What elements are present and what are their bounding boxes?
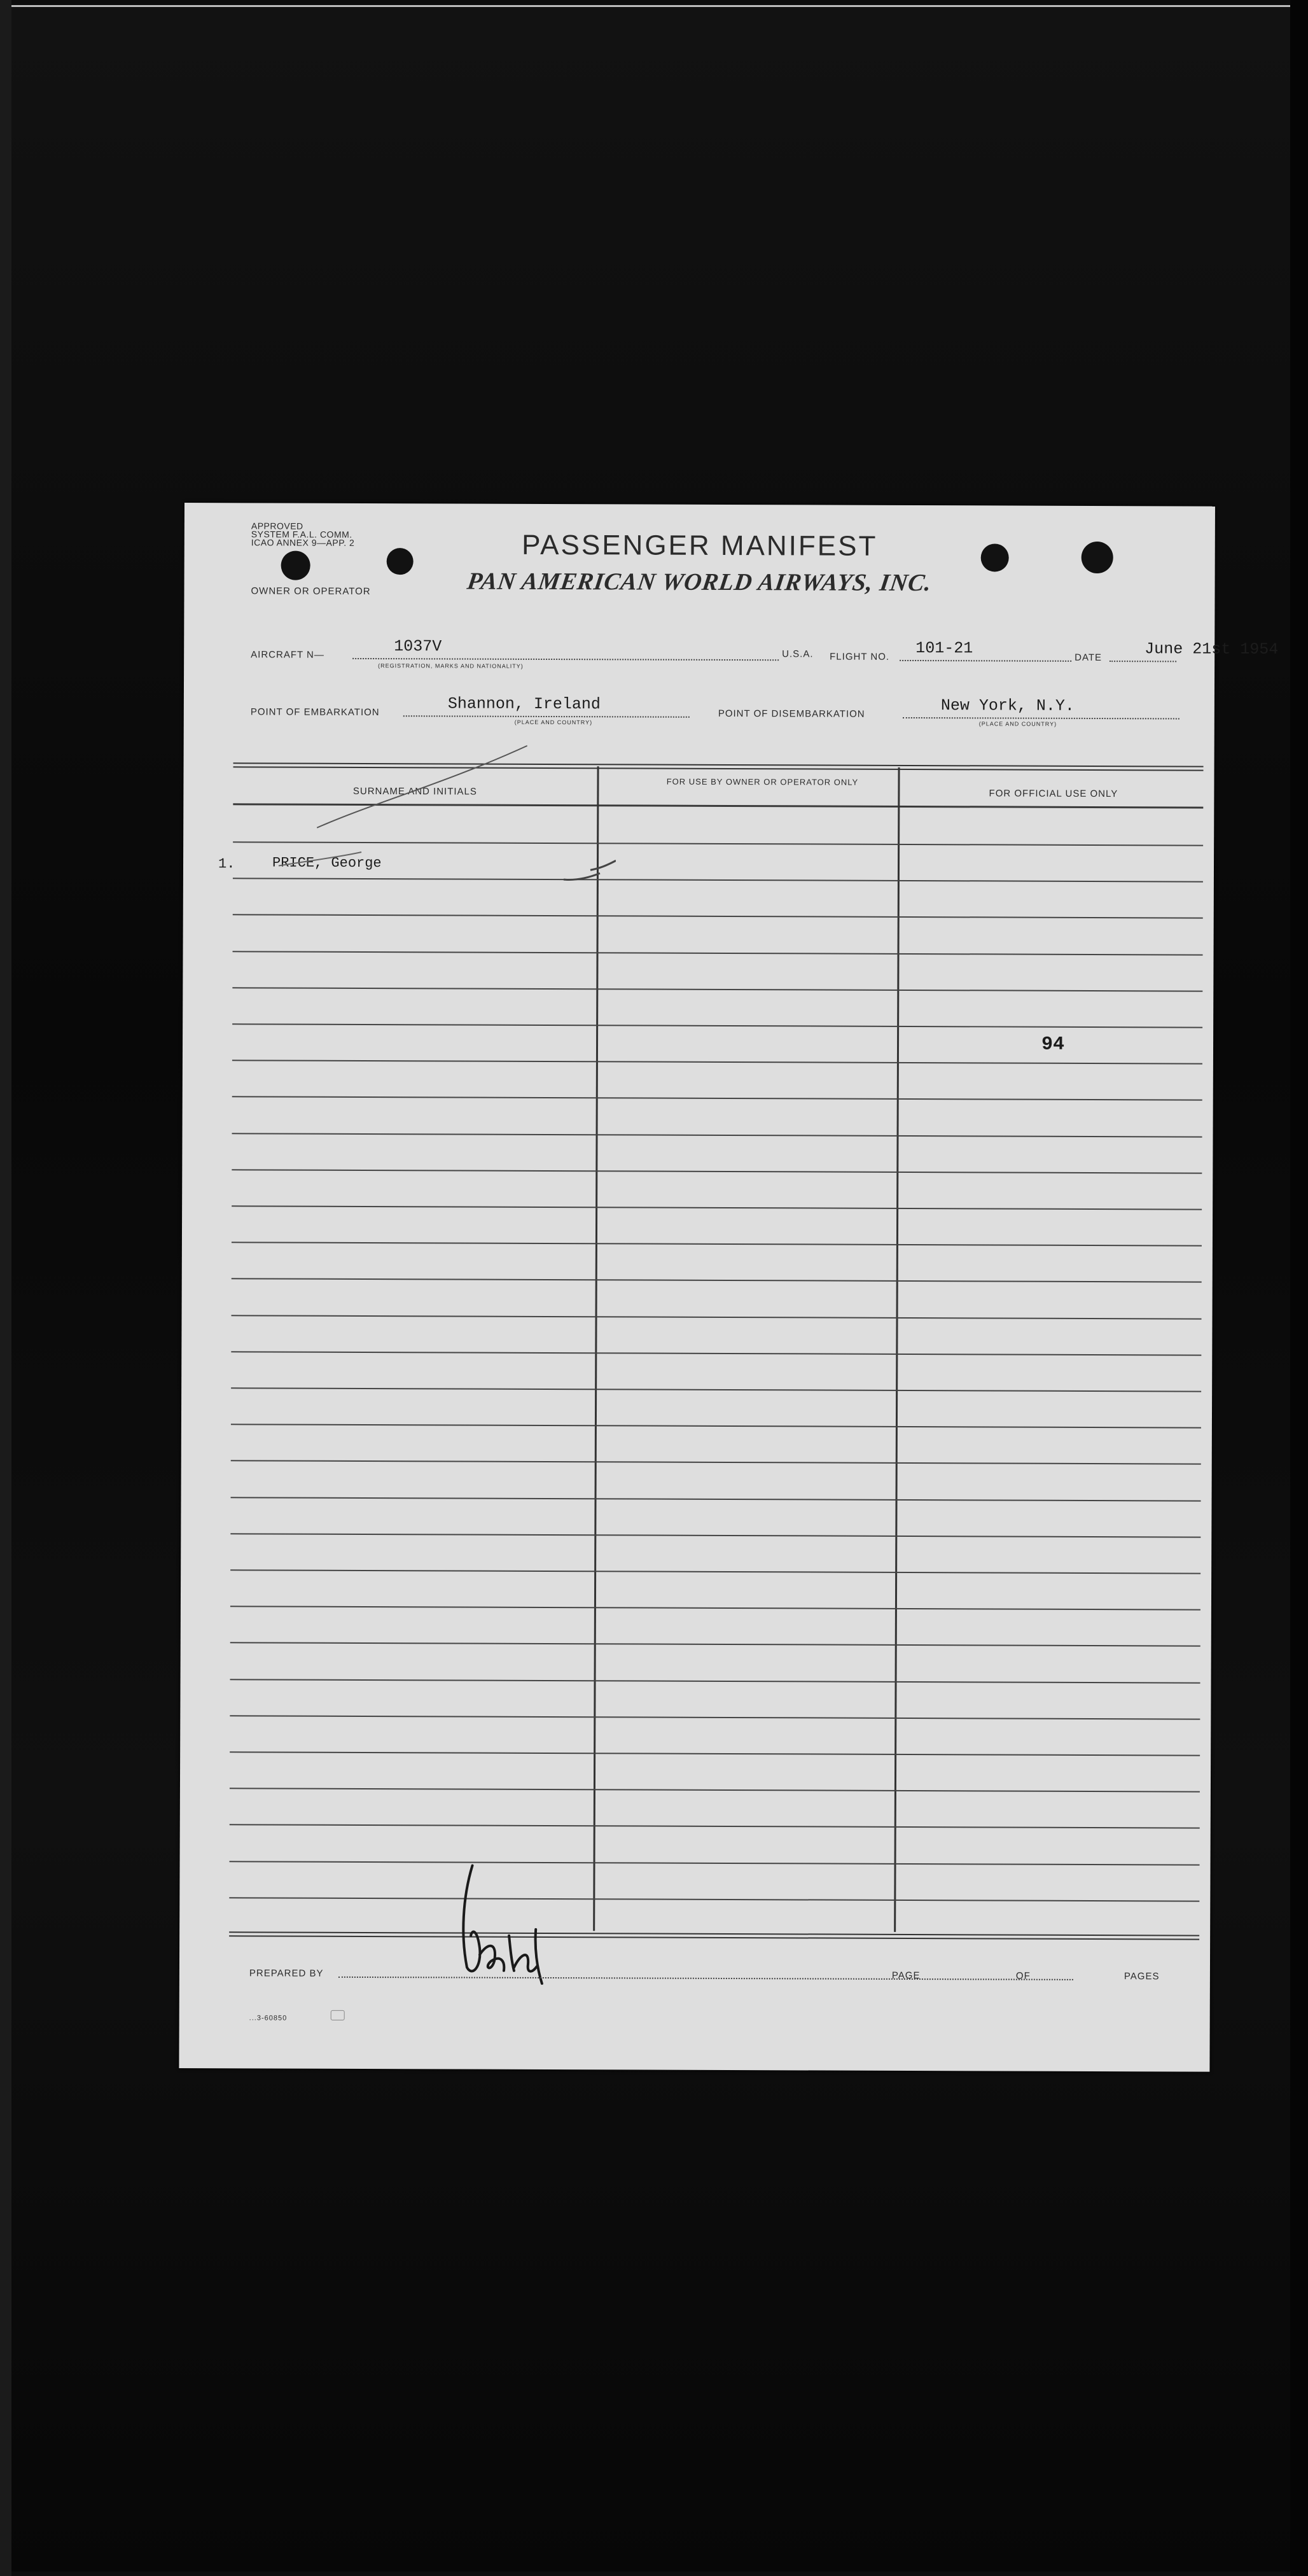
row-rule [232,1242,1202,1246]
official-note: 94 [1041,1033,1065,1056]
row-rule [232,1278,1202,1282]
prepared-by-label: PREPARED BY [249,1968,324,1979]
row-rule [230,1606,1200,1610]
disembarkation-label: POINT OF DISEMBARKATION [718,708,865,720]
row-rule [230,1788,1200,1792]
nationality: U.S.A. [782,648,814,660]
row-rule [230,1679,1200,1683]
owner-label: OWNER OR OPERATOR [251,585,371,598]
aircraft-label: AIRCRAFT N— [251,649,324,661]
printer-mark [331,2010,345,2020]
prepared-by-underline [338,1977,1073,1980]
row-rule [230,1642,1200,1646]
disembarkation-sublabel: (PLACE AND COUNTRY) [978,720,1057,727]
row-rule [230,1569,1200,1574]
passenger-name: PRICE, George [272,855,382,872]
pages-label: PAGES [1124,1971,1160,1982]
approval-line: APPROVED [251,521,303,531]
embarkation-sublabel: (PLACE AND COUNTRY) [514,718,593,726]
column-header-surname: SURNAME AND INITIALS [352,785,477,797]
signature [453,1859,562,1987]
row-rule [232,1169,1202,1173]
embarkation-value: Shannon, Ireland [447,694,601,714]
column-divider [593,766,599,1931]
manifest-document [179,503,1279,2072]
flight-label: FLIGHT NO. [830,651,890,662]
row-rule [230,1861,1200,1865]
row-rule [232,1096,1202,1100]
pen-mark [260,732,616,899]
of-label: OF [1015,1970,1031,1982]
page-label: PAGE [891,1970,921,1982]
row-rule [231,1424,1201,1428]
row-rule [232,1205,1202,1210]
row-rule [231,1497,1201,1501]
scan-border-left [0,0,11,2576]
flight-value: 101-21 [915,639,973,658]
date-value: June 21st 1954 [1144,640,1279,659]
aircraft-sublabel: (REGISTRATION, MARKS AND NATIONALITY) [378,662,524,669]
flight-underline [900,660,1071,662]
aircraft-underline [352,658,779,661]
row-rule [230,1751,1200,1756]
column-header-owner-use: FOR USE BY OWNER OR OPERATOR ONLY [666,776,859,787]
approval-line: ICAO ANNEX 9—APP. 2 [251,537,355,548]
row-rule [233,914,1203,918]
passenger-number: 1. [218,856,235,872]
row-rule [231,1387,1201,1392]
embarkation-label: POINT OF EMBARKATION [250,706,380,718]
row-rule [232,1023,1202,1028]
row-rule [230,1824,1200,1828]
disembarkation-underline [903,717,1179,720]
table-bottom-rule [229,1931,1199,1940]
embarkation-underline [403,715,690,718]
row-rule [232,1133,1202,1137]
row-rule [232,1315,1202,1319]
scan-border-right [1290,0,1308,2576]
aircraft-value: 1037V [394,637,442,656]
disembarkation-value: New York, N.Y. [940,696,1075,715]
row-rule [233,951,1203,955]
row-rule [232,987,1202,991]
date-underline [1110,661,1176,662]
form-number: ...3-60850 [249,2014,288,2022]
airline-name: PAN AMERICAN WORLD AIRWAYS, INC. [465,568,934,597]
document-title: PASSENGER MANIFEST [522,529,878,562]
row-rule [230,1533,1200,1537]
approval-line: SYSTEM F.A.L. COMM. [251,529,352,540]
date-label: DATE [1075,652,1103,664]
row-rule [231,1351,1201,1355]
column-header-official-use: FOR OFFICIAL USE ONLY [989,788,1118,800]
row-rule [231,1460,1201,1464]
row-rule [232,1060,1202,1064]
row-rule [230,1715,1200,1719]
column-divider [894,767,900,1932]
row-rule [229,1897,1199,1901]
